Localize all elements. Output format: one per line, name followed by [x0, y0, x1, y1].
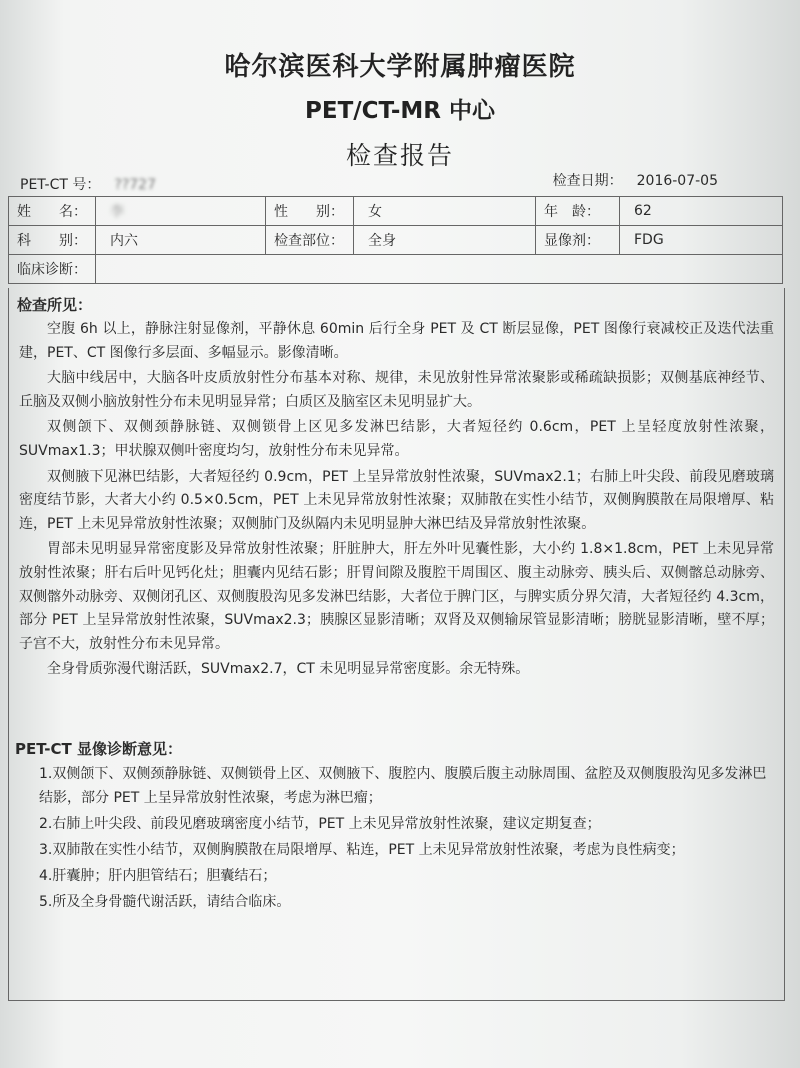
- age-value: 62: [620, 197, 783, 226]
- table-row: [9, 255, 783, 284]
- clinical-label: 临床诊断：: [9, 255, 96, 284]
- diagnosis-item: 2.右肺上叶尖段、前段见磨玻璃密度小结节，PET 上未见异常放射性浓聚，建议定期复查；: [39, 816, 601, 832]
- findings-section: [8, 288, 785, 1001]
- site-label: 检查部位：: [266, 226, 354, 255]
- agent-value: FDG: [620, 226, 783, 255]
- hospital-name: 哈尔滨医科大学附属肿瘤医院: [224, 52, 576, 82]
- site-value: 全身: [354, 226, 536, 255]
- center-name: PET/CT-MR 中心: [305, 98, 495, 124]
- table-row: [9, 197, 783, 226]
- exam-date-label: 检查日期：: [552, 173, 623, 189]
- dept-label: 科 别：: [9, 226, 96, 255]
- table-row: [9, 226, 783, 255]
- exam-date-value: 2016-07-05: [636, 173, 718, 189]
- name-label: 姓 名：: [9, 197, 96, 226]
- exam-date: [553, 170, 718, 190]
- dept-value: 内六: [96, 226, 266, 255]
- diagnosis-item: 4.肝囊肿；肝内胆管结石；胆囊结石；: [39, 868, 277, 884]
- findings-paragraph: 大脑中线居中，大脑各叶皮质放射性分布基本对称、规律，未见放射性异常浓聚影或稀疏缺损影；双侧基底神经节、丘脑及双侧小脑放射性分布未见明显异常；白质区及脑室区未见明显扩大。: [19, 370, 774, 410]
- gender-label: 性 别：: [266, 197, 354, 226]
- pet-ct-number: [20, 174, 156, 194]
- findings-paragraph: 空腹 6h 以上，静脉注射显像剂，平静休息 60min 后行全身 PET 及 CT 断层显像，PET 图像行衰减校正及迭代法重建，PET、CT 图像行多层面、多幅显示。影像清晰。: [19, 321, 774, 361]
- patient-info-table: [8, 196, 783, 284]
- diagnosis-list: [39, 762, 770, 916]
- findings-paragraph: 双侧颌下、双侧颈静脉链、双侧锁骨上区见多发淋巴结影，大者短径约 0.6cm，PET 上呈轻度放射性浓聚，SUVmax1.3；甲状腺双侧叶密度均匀，放射性分布未见异常。: [19, 419, 774, 459]
- pet-ct-value: ??727: [114, 177, 156, 193]
- meta-row: [16, 170, 760, 192]
- findings-paragraph: 全身骨质弥漫代谢活跃，SUVmax2.7，CT 未见明显异常密度影。余无特殊。: [47, 661, 530, 678]
- report-title: 检查报告: [345, 141, 454, 170]
- findings-body: [19, 318, 774, 684]
- pet-ct-label: PET-CT 号：: [20, 177, 101, 193]
- diagnosis-title: PET-CT 显像诊断意见：: [15, 740, 182, 758]
- diagnosis-item: 3.双肺散在实性小结节，双侧胸膜散在局限增厚、粘连，PET 上未见异常放射性浓聚，考虑为良性病变；: [39, 842, 685, 858]
- name-value: 李: [96, 197, 266, 226]
- diagnosis-item: 5.所及全身骨髓代谢活跃，请结合临床。: [39, 894, 291, 910]
- gender-value: 女: [354, 197, 536, 226]
- age-label: 年 龄：: [536, 197, 620, 226]
- clinical-value: [96, 255, 783, 284]
- agent-label: 显像剂：: [536, 226, 620, 255]
- diagnosis-item: 1.双侧颌下、双侧颈静脉链、双侧锁骨上区、双侧腋下、腹腔内、腹膜后腹主动脉周围、盆腔及双侧腹股沟见多发淋巴结影，部分 PET 上呈异常放射性浓聚，考虑为淋巴瘤；: [39, 766, 767, 806]
- findings-paragraph: 双侧腋下见淋巴结影，大者短径约 0.9cm，PET 上呈异常放射性浓聚，SUVmax2.1；右肺上叶尖段、前段见磨玻璃密度结节影，大者大小约 0.5×0.5cm，PET 上未见异常放射性浓聚；双肺散在实性小结节，双侧胸膜散在局限增厚、粘连，PET 上未见异常放射性浓聚；双侧肺门及纵隔内未见明显肿大淋巴结及异常放射性浓聚。: [19, 468, 774, 532]
- findings-paragraph: 胃部未见明显异常密度影及异常放射性浓聚；肝脏肿大，肝左外叶见囊性影，大小约 1.8×1.8cm，PET 上未见异常放射性浓聚；肝右后叶见钙化灶；胆囊内见结石影；肝胃间隙及腹腔干周围区、腹主动脉旁、胰头后、双侧髂总动脉旁、双侧髂外动脉旁、双侧闭孔区、双侧腹股沟见多发淋巴结影，大者位于脾门区，与脾实质分界欠清，大者短径约 4.3cm，部分 PET 上呈异常放射性浓聚，SUVmax2.3；胰腺区显影清晰；双肾及双侧输尿管显影清晰；膀胱显影清晰，壁不厚；子宫不大，放射性分布未见异常。: [19, 541, 774, 652]
- findings-title: 检查所见：: [17, 296, 93, 314]
